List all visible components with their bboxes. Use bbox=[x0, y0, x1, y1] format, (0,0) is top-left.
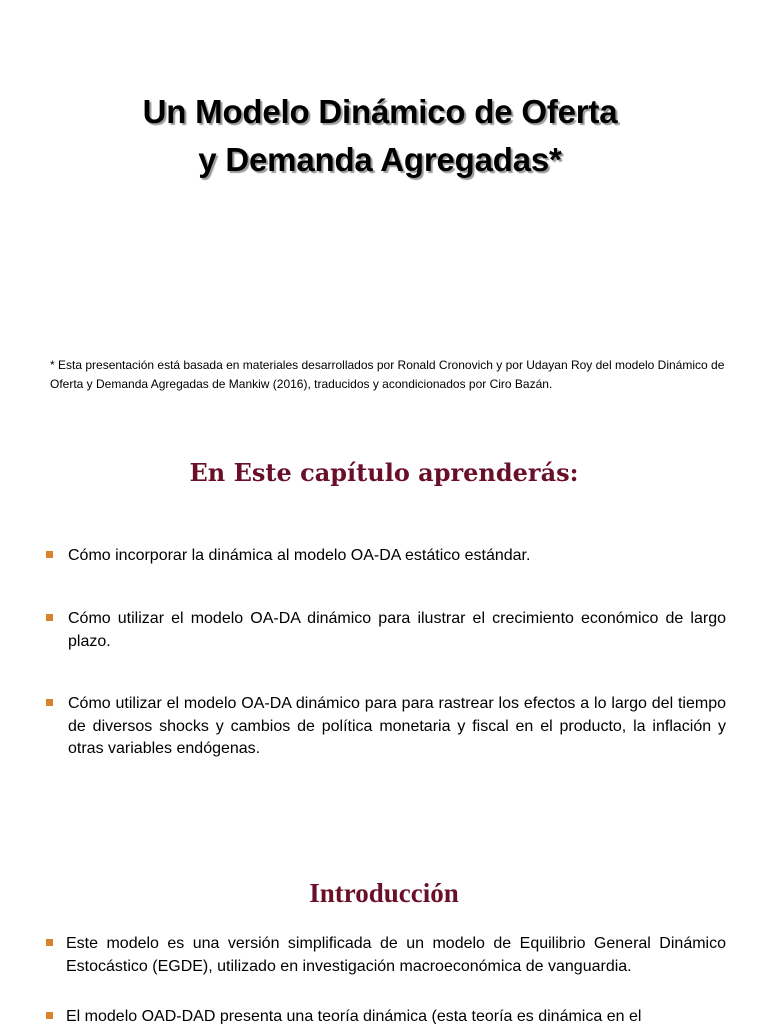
list-item bbox=[46, 545, 726, 568]
list-item-text: Cómo utilizar el modelo OA-DA dinámico para para rastrear los efectos a lo largo del tiempo de diversos shocks y cambios de política monetaria y fiscal en el producto, la inflación y otras variables endógenas. bbox=[68, 695, 726, 757]
list-item bbox=[46, 1006, 726, 1024]
section-heading-learn: En Este capítulo aprenderás: bbox=[189, 458, 579, 487]
square-bullet-icon bbox=[46, 699, 53, 706]
list-item-text: Este modelo es una versión simplificada de un modelo de Equilibrio General Dinámico Estocástico (EGDE), utilizado en investigación macroeconómica de vanguardia. bbox=[66, 935, 726, 975]
square-bullet-icon bbox=[46, 551, 53, 558]
list-item-text: Cómo incorporar la dinámica al modelo OA-DA estático estándar. bbox=[68, 547, 531, 564]
square-bullet-icon bbox=[46, 1012, 53, 1019]
footnote: * Esta presentación está basada en materiales desarrollados por Ronald Cronovich y por Udayan Roy del modelo Dinámico de Oferta y Demanda Agregadas de Mankiw (2016), traducidos y acondicionados por Ciro Bazán. bbox=[50, 358, 725, 391]
section-heading-intro: Introducción bbox=[309, 878, 459, 908]
page-title bbox=[60, 88, 700, 184]
list-item bbox=[46, 933, 726, 978]
list-item-text: Cómo utilizar el modelo OA-DA dinámico para ilustrar el crecimiento económico de largo plazo. bbox=[68, 610, 726, 650]
square-bullet-icon bbox=[46, 614, 53, 621]
list-item bbox=[46, 693, 726, 761]
title-line-1: Un Modelo Dinámico de Oferta bbox=[142, 93, 618, 130]
title-line-2: y Demanda Agregadas* bbox=[198, 141, 562, 178]
list-item bbox=[46, 608, 726, 653]
list-item-text: El modelo OAD-DAD presenta una teoría dinámica (esta teoría es dinámica en el bbox=[66, 1008, 642, 1024]
square-bullet-icon bbox=[46, 939, 53, 946]
